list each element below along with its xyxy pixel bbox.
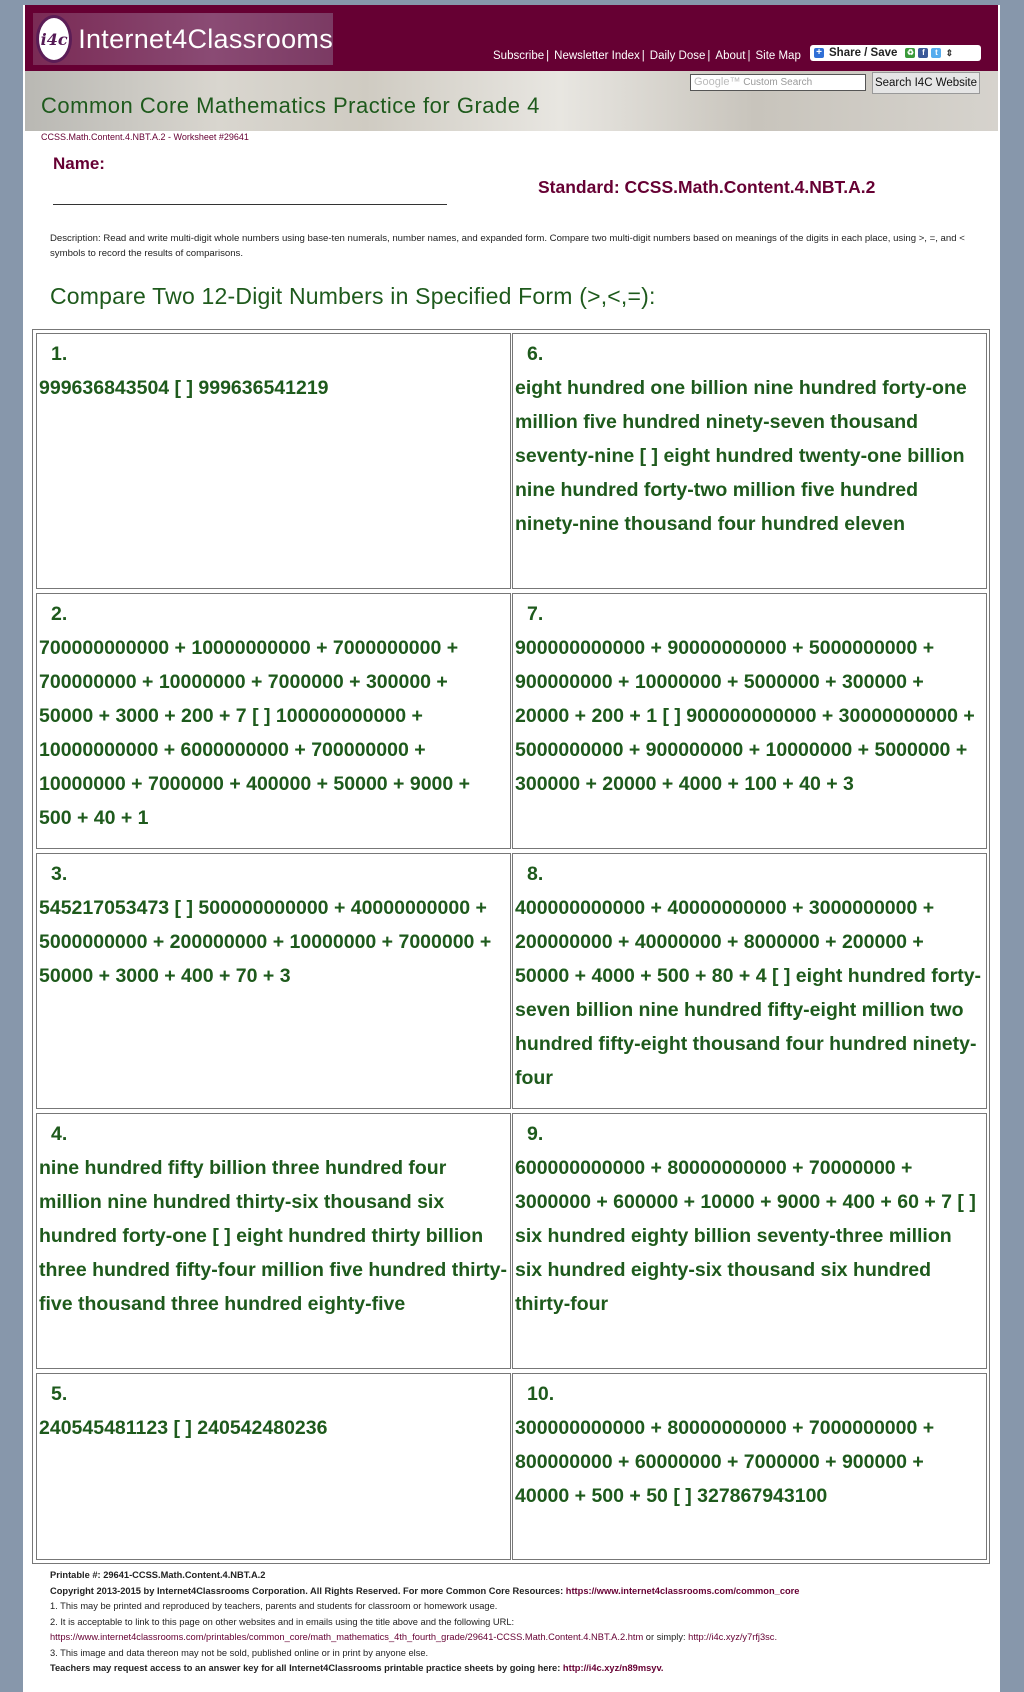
section-title: Compare Two 12-Digit Numbers in Specified Form (>,<,=):	[50, 283, 656, 309]
problem-number: 6.	[527, 343, 544, 365]
problem-number: 5.	[51, 1383, 68, 1405]
problem-text: eight hundred one billion nine hundred forty-one million five hundred ninety-seven thousand seventy-nine [ ] eight hundred twenty-one billion nine hundred forty-two million five hundred ninety-nine thousand four hundred eleven	[515, 377, 967, 535]
footer-or-simply: or simply:	[643, 1632, 689, 1642]
problem-text: 400000000000 + 40000000000 + 3000000000 + 200000000 + 40000000 + 8000000 + 200000 + 50000 + 4000 + 500 + 80 + 4 [ ] eight hundred forty-seven billion nine hundred fifty-eight million two hundred fifty-eight thousand four hundred ninety-four	[515, 897, 982, 1089]
problem-number: 9.	[527, 1123, 544, 1145]
problem-text: 900000000000 + 90000000000 + 5000000000 + 900000000 + 10000000 + 5000000 + 300000 + 20000 + 200 + 1 [ ] 900000000000 + 30000000000 + 5000000000 + 900000000 + 10000000 + 5000000 + 300000 + 20000 + 4000 + 100 + 40 + 3	[515, 637, 975, 795]
problem-text: 300000000000 + 80000000000 + 7000000000 + 800000000 + 60000000 + 7000000 + 900000 + 40000 + 500 + 50 [ ] 327867943100	[515, 1417, 935, 1507]
problem-cell	[36, 333, 511, 589]
name-line	[53, 204, 447, 205]
nav-about[interactable]: About	[715, 50, 746, 62]
description: Description: Read and write multi-digit whole numbers using base-ten numerals, number names, and expanded form. Compare two multi-digit numbers based on meanings of the digits in each place, using >, =, and < symbols to record the results of comparisons.	[50, 233, 965, 259]
nav-separator: |	[546, 50, 550, 62]
short-url-link[interactable]: http://i4c.xyz/y7rfj3sc.	[688, 1632, 778, 1642]
logo-text: Internet4Classrooms	[78, 23, 333, 54]
nav-newsletter-index[interactable]: Newsletter Index	[554, 50, 640, 62]
copyright-line	[50, 1584, 990, 1600]
footer-note-3: 3. This image and data thereon may not be sold, published online or in print by anyone else.	[50, 1647, 429, 1658]
problem-text: 999636843504 [ ] 999636541219	[39, 377, 329, 399]
problem-cell	[36, 853, 511, 1109]
top-navigation	[493, 50, 801, 62]
nav-daily-dose[interactable]: Daily Dose	[649, 50, 706, 62]
problem-text: 600000000000 + 80000000000 + 70000000 + 3000000 + 600000 + 10000 + 9000 + 400 + 60 + 7 [ ] six hundred eighty billion seventy-three million six hundred eighty-six thousand six hundred thirty-four	[515, 1157, 976, 1315]
answer-key-line	[50, 1661, 990, 1677]
logo-badge-icon: i4c	[36, 15, 72, 63]
problem-cell	[36, 1373, 511, 1560]
problem-text: 545217053473 [ ] 500000000000 + 40000000000 + 5000000000 + 200000000 + 10000000 + 7000000 + 50000 + 3000 + 400 + 70 + 3	[39, 897, 492, 987]
problem-number: 10.	[527, 1383, 555, 1405]
share-more-icon[interactable]: ⇕	[945, 48, 954, 58]
problem-cell	[512, 1113, 987, 1369]
search-input[interactable]	[690, 74, 866, 91]
worksheet-url-link[interactable]: https://www.internet4classrooms.com/printables/common_core/math_mathematics_4th_fourth_grade/29641-CCSS.Math.Content.4.NBT.A.2.htm	[50, 1632, 644, 1642]
problem-cell	[512, 853, 987, 1109]
problem-cell	[36, 593, 511, 849]
worksheet-page	[23, 5, 1000, 1692]
share-plus-icon: +	[814, 48, 824, 58]
printable-number: Printable #: 29641-CCSS.Math.Content.4.NBT.A.2	[50, 1570, 266, 1580]
footer-url-line	[50, 1630, 990, 1646]
footer-note-1: 1. This may be printed and reproduced by teachers, parents and students for classroom or homework usage.	[50, 1601, 498, 1611]
problem-grid	[32, 329, 990, 1564]
answer-key-link[interactable]: http://i4c.xyz/n89msyv.	[562, 1663, 664, 1673]
share-save-button[interactable]	[810, 45, 981, 61]
answer-key-text: Teachers may request access to an answer key for all Internet4Classrooms printable practice sheets by going here:	[50, 1663, 561, 1673]
problem-text: nine hundred fifty billion three hundred four million nine hundred thirty-six thousand six hundred forty-one [ ] eight hundred thirty billion three hundred fifty-four million five hundred thirty-five thousand three hundred eighty-five	[39, 1157, 507, 1315]
footer-note-2: 2. It is acceptable to link to this page on other websites and in emails using the title above and the following URL:	[50, 1616, 515, 1627]
problem-text: 700000000000 + 10000000000 + 7000000000 + 700000000 + 10000000 + 7000000 + 300000 + 50000 + 3000 + 200 + 7 [ ] 100000000000 + 10000000000 + 6000000000 + 700000000 + 10000000 + 7000000 + 400000 + 50000 + 9000 + 500 + 40 + 1	[39, 637, 471, 829]
nav-subscribe[interactable]: Subscribe	[493, 50, 545, 62]
problem-number: 7.	[527, 603, 544, 625]
name-label: Name:	[53, 154, 105, 173]
site-logo[interactable]	[33, 13, 333, 65]
share-recycle-icon[interactable]: ♻	[906, 48, 914, 57]
banner	[25, 71, 998, 131]
problem-cell	[512, 1373, 987, 1560]
site-header	[25, 5, 998, 71]
problem-cell	[512, 333, 987, 589]
twitter-icon[interactable]: t	[931, 48, 941, 58]
nav-separator: |	[747, 50, 751, 62]
common-core-link[interactable]: https://www.internet4classrooms.com/common_core	[565, 1585, 800, 1596]
problem-cell	[36, 1113, 511, 1369]
google-logo: Google™	[694, 76, 741, 88]
nav-site-map[interactable]: Site Map	[755, 50, 801, 62]
problem-number: 3.	[51, 863, 68, 885]
problem-number: 4.	[51, 1123, 68, 1145]
search-button[interactable]: Search I4C Website	[872, 72, 980, 94]
problem-number: 8.	[527, 863, 544, 885]
nav-separator: |	[641, 50, 645, 62]
problem-number: 1.	[51, 343, 68, 365]
standard-label: Standard: CCSS.Math.Content.4.NBT.A.2	[538, 177, 876, 197]
nav-separator: |	[707, 50, 711, 62]
worksheet-id: CCSS.Math.Content.4.NBT.A.2 - Worksheet #29641	[41, 132, 249, 142]
page-title: Common Core Mathematics Practice for Grade 4	[41, 93, 540, 118]
share-save-label: Share / Save	[829, 47, 898, 59]
search-placeholder: Custom Search	[743, 77, 813, 88]
problem-number: 2.	[51, 603, 68, 625]
footer	[50, 1568, 990, 1677]
problem-text: 240545481123 [ ] 240542480236	[39, 1417, 328, 1439]
facebook-icon[interactable]: f	[918, 48, 928, 58]
problem-cell	[512, 593, 987, 849]
copyright-text: Copyright 2013-2015 by Internet4Classrooms Corporation. All Rights Reserved. For more Common Core Resources:	[50, 1585, 564, 1596]
